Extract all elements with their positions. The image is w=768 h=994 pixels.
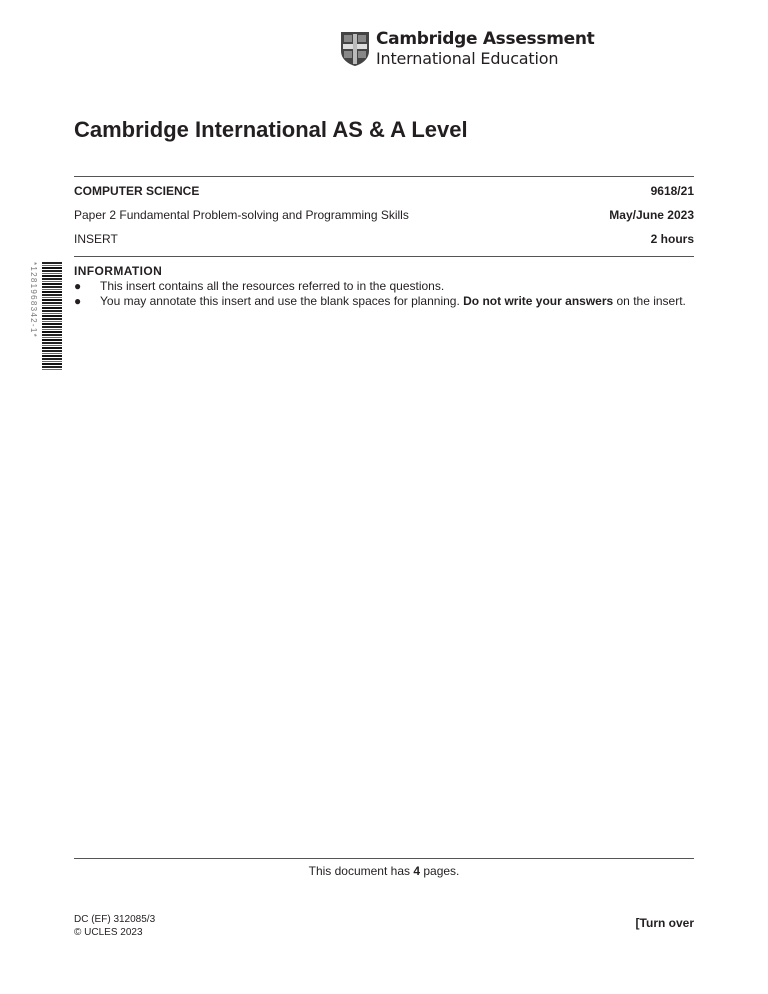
cambridge-logo [340, 30, 594, 68]
turn-over: [Turn over [635, 916, 694, 930]
duration: 2 hours [650, 232, 694, 246]
paper-title: Paper 2 Fundamental Problem-solving and Programming Skills [74, 208, 409, 222]
bullet-icon: ● [74, 294, 82, 308]
document-code: DC (EF) 312085/3 © UCLES 2023 [74, 914, 156, 938]
logo-line2: International Education [376, 49, 559, 68]
divider [74, 858, 694, 859]
info-text: This insert contains all the resources referred to in the questions. [100, 279, 445, 293]
information-heading: INFORMATION [74, 264, 163, 278]
info-item [74, 294, 694, 309]
page-title: Cambridge International AS & A Level [74, 117, 468, 142]
syllabus-code: 9618/21 [650, 184, 694, 198]
divider [74, 256, 694, 257]
copyright: © UCLES 2023 [74, 927, 143, 938]
insert-label: INSERT [74, 232, 118, 246]
barcode [42, 262, 62, 370]
info-item [74, 279, 694, 294]
info-text: You may annotate this insert and use the blank spaces for planning. Do not write your answers on the insert. [100, 294, 686, 308]
logo-line1: Cambridge Assessment [376, 29, 595, 49]
divider [74, 176, 694, 177]
barcode-number: *1281968342-1* [29, 262, 38, 339]
crest-shield-icon [340, 31, 370, 67]
subject: COMPUTER SCIENCE [74, 184, 200, 198]
page-count: This document has 4 pages. [308, 864, 460, 878]
bullet-icon: ● [74, 279, 82, 293]
session: May/June 2023 [609, 208, 694, 222]
